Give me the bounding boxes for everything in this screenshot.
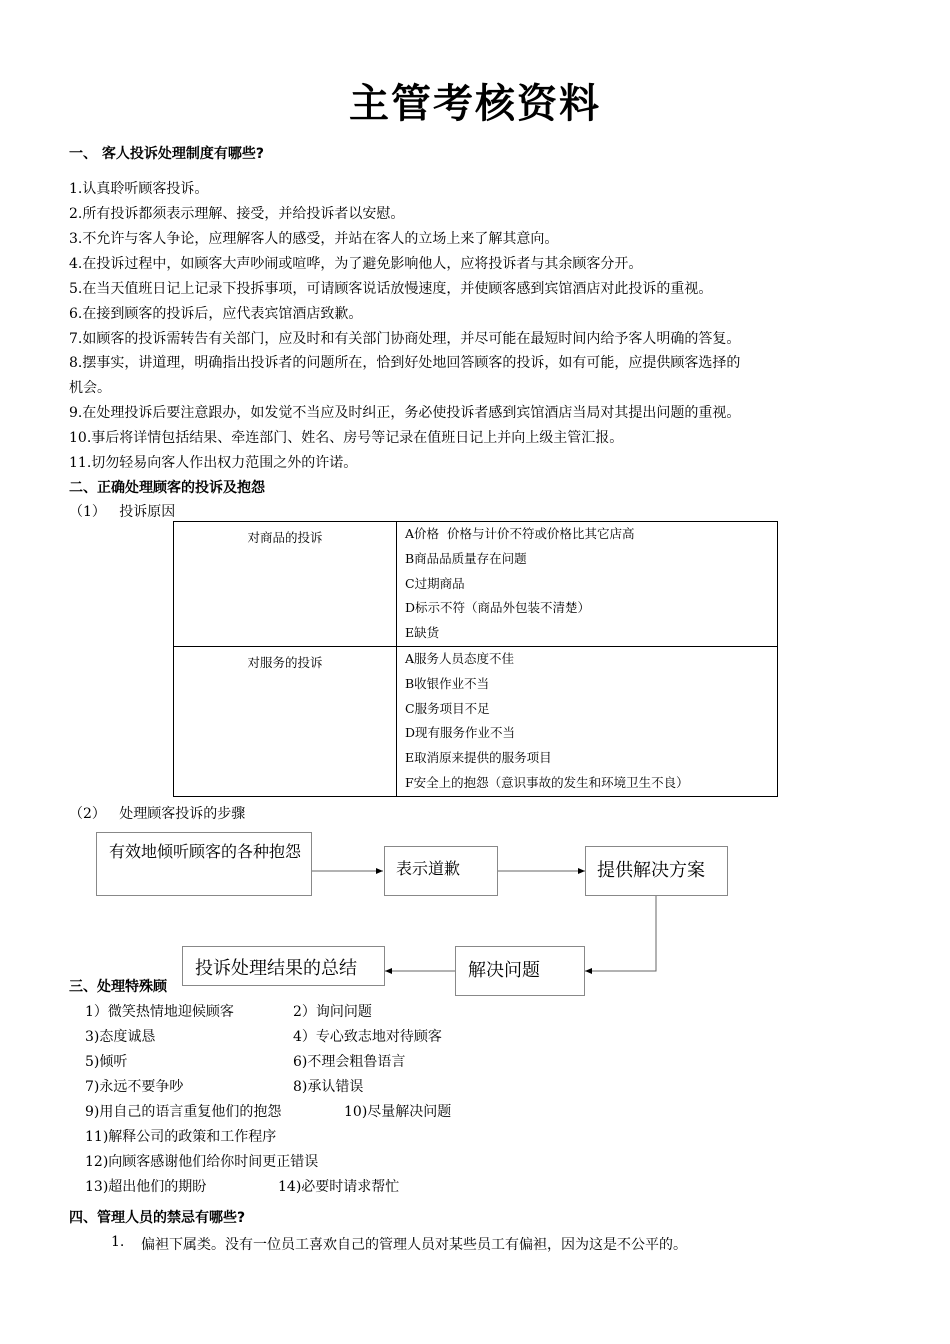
section1-item: 8.摆事实，讲道理，明确指出投诉者的问题所在，恰到好处地回答顾客的投诉，如有可能，应提供顾客选择的 — [69, 355, 741, 371]
section3-heading: 三、处理特殊顾 — [69, 979, 167, 995]
section1-item: 3.不允许与客人争论，应理解客人的感受，并站在客人的立场上来了解其意向。 — [69, 231, 559, 247]
section3-item: 11)解释公司的政策和工作程序 — [85, 1129, 277, 1145]
page-title: 主管考核资料 — [349, 81, 601, 127]
section4-item-number: 1. — [111, 1234, 125, 1250]
section1-item: 6.在接到顾客的投诉后，应代表宾馆酒店致歉。 — [69, 306, 363, 322]
flow-step-resolve: 解决问题 — [455, 946, 585, 996]
section3-item: 1）微笑热情地迎候顾客 — [85, 1004, 234, 1020]
flow-step-listen: 有效地倾听顾客的各种抱怨 — [96, 832, 312, 896]
section1-item: 10.事后将详情包括结果、牵连部门、姓名、房号等记录在值班日记上并向上级主管汇报。 — [69, 430, 624, 446]
list-item: E取消原来提供的服务项目 — [405, 750, 552, 766]
section2-sub1: （1） 投诉原因 — [69, 504, 176, 520]
list-item: A服务人员态度不佳 — [405, 650, 515, 666]
section1-item: 机会。 — [69, 380, 111, 396]
section1-item: 2.所有投诉都须表示理解、接受，并给投诉者以安慰。 — [69, 206, 405, 222]
list-item: E缺货 — [405, 625, 440, 641]
flow-step-apologize: 表示道歉 — [384, 846, 498, 896]
list-item: C过期商品 — [405, 575, 465, 591]
flow-step-solution: 提供解决方案 — [585, 846, 728, 896]
list-item: D标示不符（商品外包装不清楚） — [405, 600, 591, 616]
section1-item: 4.在投诉过程中，如顾客大声吵闹或喧哗，为了避免影响他人，应将投诉者与其余顾客分开。 — [69, 256, 643, 272]
section3-item: 14)必要时请求帮忙 — [278, 1179, 400, 1195]
section3-item: 9)用自己的语言重复他们的抱怨 — [85, 1104, 282, 1120]
section1-heading: 一、 客人投诉处理制度有哪些? — [69, 146, 264, 162]
section1-item: 1.认真聆听顾客投诉。 — [69, 181, 209, 197]
section1-item: 5.在当天值班日记上记录下投拆事项，可请顾客说话放慢速度，并使顾客感到宾馆酒店对此投诉的重视。 — [69, 281, 713, 297]
section3-item: 6)不理会粗鲁语言 — [293, 1054, 406, 1070]
section3-item: 4）专心致志地对待顾客 — [293, 1029, 442, 1045]
section2-heading: 二、正确处理顾客的投诉及抱怨 — [69, 480, 265, 496]
list-item: C服务项目不足 — [405, 700, 490, 716]
list-item: B收银作业不当 — [405, 675, 490, 691]
section1-item: 7.如顾客的投诉需转告有关部门，应及时和有关部门协商处理，并尽可能在最短时间内给予客人明确的答复。 — [69, 331, 741, 347]
list-item: A价格 价格与计价不符或价格比其它店高 — [405, 526, 635, 541]
section3-item: 2）询问问题 — [293, 1004, 372, 1020]
list-item: B商品品质量存在问题 — [405, 550, 527, 566]
section2-sub2: （2） 处理顾客投诉的步骤 — [69, 806, 246, 822]
section3-item: 10)尽量解决问题 — [344, 1104, 452, 1120]
section3-item: 7)永远不要争吵 — [85, 1079, 184, 1095]
section3-item: 12)向顾客感谢他们给你时间更正错误 — [85, 1154, 319, 1170]
section3-item: 5)倾听 — [85, 1054, 128, 1070]
section4-heading: 四、管理人员的禁忌有哪些? — [69, 1210, 246, 1226]
flow-arrow — [585, 896, 656, 971]
list-item: D现有服务作业不当 — [405, 725, 516, 741]
table-category: 对服务的投诉 — [174, 646, 397, 796]
section3-item: 13)超出他们的期盼 — [85, 1179, 207, 1195]
list-item: F安全上的抱怨（意识事故的发生和环境卫生不良） — [405, 774, 689, 790]
section3-item: 3)态度诚恳 — [85, 1029, 156, 1045]
table-category: 对商品的投诉 — [174, 522, 397, 647]
section3-item: 8)承认错误 — [293, 1079, 364, 1095]
section1-item: 11.切勿轻易向客人作出权力范围之外的许诺。 — [69, 455, 358, 471]
section4-item-text: 偏袒下属类。没有一位员工喜欢自己的管理人员对某些员工有偏袒，因为这是不公平的。 — [141, 1237, 687, 1253]
section1-item: 9.在处理投诉后要注意跟办，如发觉不当应及时纠正，务必使投诉者感到宾馆酒店当局对其提出问题的重视。 — [69, 405, 741, 421]
flow-step-summary: 投诉处理结果的总结 — [182, 946, 385, 986]
